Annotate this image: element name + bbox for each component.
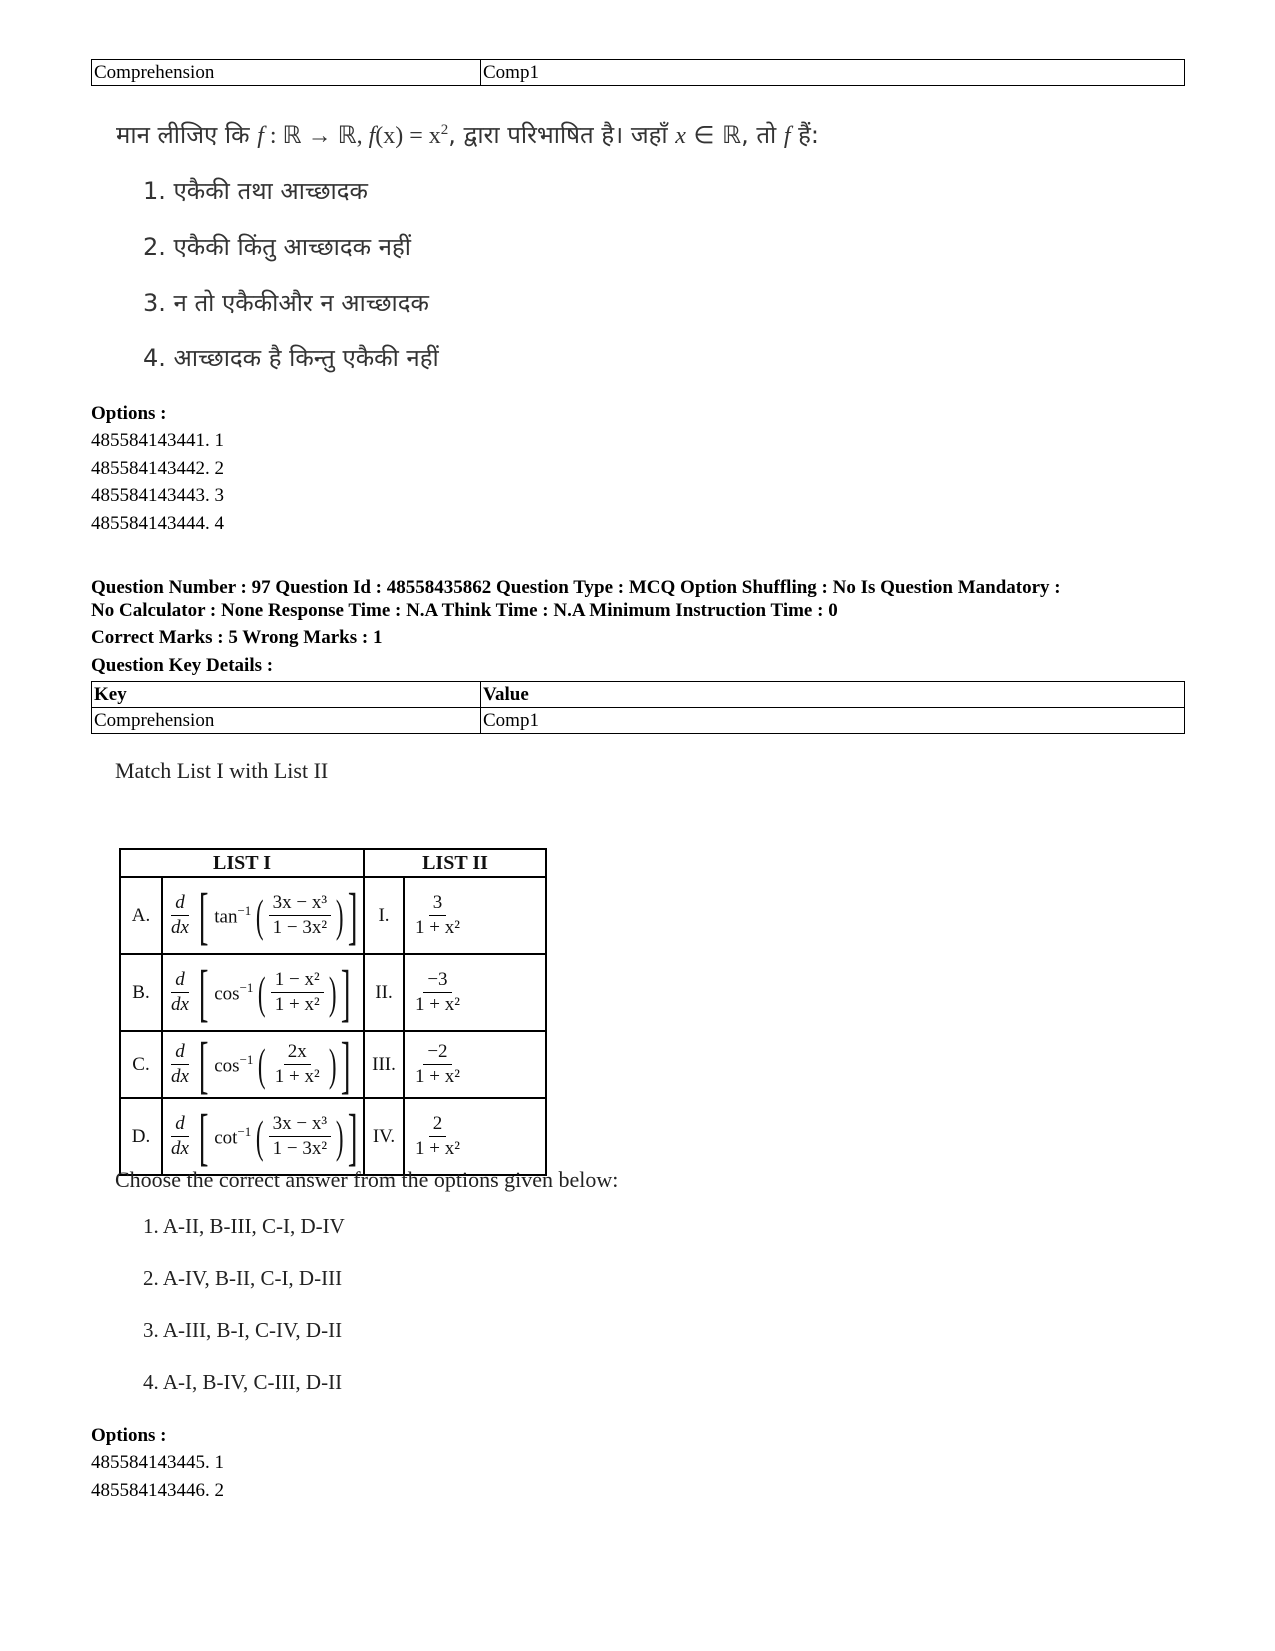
option-item: 485584143443. 3 (91, 485, 224, 506)
table-header-row (92, 682, 1185, 708)
q97-intro: Match List I with List II (115, 758, 329, 783)
match-list-table (119, 848, 547, 1176)
argument-fraction: $\frac{2x}{\text{1 + x²}}$ (274, 1041, 320, 1087)
row-label: II. (364, 954, 404, 1031)
question-key-table (91, 681, 1185, 734)
stmt-math: f (368, 123, 376, 149)
list-i-expression: $\frac{d}{dx}$ [ $\tan^{-1}$ ( $\frac{\text{3x − x³}}{\text{1 − 3x²}}$ ) ] (162, 877, 364, 954)
question-header-line: Question Number : 97 Question Id : 48558435862 Question Type : MCQ Option Shuffling : No Is Question Mandatory : (91, 577, 1061, 598)
list-i-expression: $\frac{d}{dx}$ [ $\cos^{-1}$ ( $\frac{2x}{\text{1 + x²}}$ ) ] (162, 1031, 364, 1098)
list-ii-expression: $\frac{3}{\text{1 + x²}}$ (404, 877, 546, 954)
argument-fraction: $\frac{\text{3x − x³}}{\text{1 − 3x²}}$ (269, 1112, 331, 1161)
row-label: III. (364, 1031, 404, 1098)
fn-name: cos (214, 983, 240, 1005)
fn-name: tan (214, 906, 238, 928)
q97-choice: 4. A-I, B-IV, C-III, D-II (143, 1370, 343, 1394)
d-dx: $\frac{d}{dx}$ (171, 892, 189, 938)
table-header-row (120, 849, 546, 877)
stmt-math: (x) = x (375, 123, 441, 149)
q96-choice: 4. आच्छादक है किन्तु एकैकी नहीं (143, 344, 439, 372)
row-label: B. (120, 954, 162, 1031)
fn-name: cot (214, 1127, 238, 1149)
list-ii-expression: $\frac{-2}{\text{1 + x²}}$ (404, 1031, 546, 1098)
argument-fraction: $\frac{\text{1 − x²}}{\text{1 + x²}}$ (271, 968, 324, 1017)
value-cell: Comp1 (481, 708, 1185, 734)
key-cell: Comprehension (92, 708, 481, 734)
table-row (120, 877, 546, 954)
value-cell: Comp1 (481, 60, 1185, 86)
q97-choice: 3. A-III, B-I, C-IV, D-II (143, 1318, 343, 1342)
top-key-table (91, 59, 1185, 86)
fn-sup: −1 (237, 1123, 252, 1139)
d-dx: $\frac{d}{dx}$ (171, 1041, 189, 1087)
row-label: IV. (364, 1098, 404, 1175)
header-value: Value (481, 682, 1185, 708)
q96-choice: 2. एकैकी किंतु आच्छादक नहीं (143, 233, 411, 261)
table-row (92, 708, 1185, 734)
fn-name: cos (214, 1055, 240, 1077)
row-label: A. (120, 877, 162, 954)
row-label: C. (120, 1031, 162, 1098)
list-i-header: LIST I (120, 849, 364, 877)
option-item: 485584143445. 1 (91, 1452, 224, 1473)
option-item: 485584143442. 2 (91, 458, 224, 479)
fn-sup: −1 (239, 1051, 254, 1067)
row-label: D. (120, 1098, 162, 1175)
marks-line: Correct Marks : 5 Wrong Marks : 1 (91, 627, 383, 648)
table-row (120, 954, 546, 1031)
q96-statement (116, 118, 819, 151)
table-row (120, 1098, 546, 1175)
table-row (92, 60, 1185, 86)
table-row (120, 1031, 546, 1098)
stmt-math: 2 (440, 122, 449, 138)
q97-choice: 1. A-II, B-III, C-I, D-IV (143, 1214, 345, 1238)
stmt-text: हैं: (790, 121, 819, 149)
d-dx: $\frac{d}{dx}$ (171, 969, 189, 1015)
option-item: 485584143444. 4 (91, 513, 224, 534)
header-key: Key (92, 682, 481, 708)
row-label: I. (364, 877, 404, 954)
stmt-text: ∈ ℝ, तो (685, 121, 784, 149)
fn-sup: −1 (239, 979, 254, 995)
key-details-label: Question Key Details : (91, 655, 274, 676)
list-ii-expression: $\frac{-3}{\text{1 + x²}}$ (404, 954, 546, 1031)
list-ii-header: LIST II (364, 849, 546, 877)
q96-choice: 3. न तो एकैकीऔर न आच्छादक (143, 289, 429, 317)
option-item: 485584143446. 2 (91, 1480, 224, 1501)
options-label: Options : (91, 1425, 167, 1446)
key-cell: Comprehension (92, 60, 481, 86)
options-label: Options : (91, 403, 167, 424)
stmt-math: x (675, 123, 686, 149)
q96-choice: 1. एकैकी तथा आच्छादक (143, 177, 368, 205)
stmt-text: मान लीजिए कि (116, 121, 258, 149)
stmt-math: f (257, 123, 264, 149)
question-header-line: No Calculator : None Response Time : N.A Think Time : N.A Minimum Instruction Time : 0 (91, 600, 838, 621)
list-i-expression: $\frac{d}{dx}$ [ $\cot^{-1}$ ( $\frac{\text{3x − x³}}{\text{1 − 3x²}}$ ) ] (162, 1098, 364, 1175)
stmt-math: f (783, 123, 791, 149)
stmt-math: : ℝ → ℝ, (263, 123, 369, 149)
stmt-text: , द्वारा परिभाषित है। जहाँ (448, 121, 676, 149)
option-item: 485584143441. 1 (91, 430, 224, 451)
choose-instruction: Choose the correct answer from the options given below: (115, 1167, 619, 1192)
q97-choice: 2. A-IV, B-II, C-I, D-III (143, 1266, 343, 1290)
argument-fraction: $\frac{\text{3x − x³}}{\text{1 − 3x²}}$ (269, 891, 331, 940)
d-dx: $\frac{d}{dx}$ (171, 1113, 189, 1159)
list-i-expression: $\frac{d}{dx}$ [ $\cos^{-1}$ ( $\frac{\text{1 − x²}}{\text{1 + x²}}$ ) ] (162, 954, 364, 1031)
list-ii-expression: $\frac{2}{\text{1 + x²}}$ (404, 1098, 546, 1175)
fn-sup: −1 (237, 902, 252, 918)
